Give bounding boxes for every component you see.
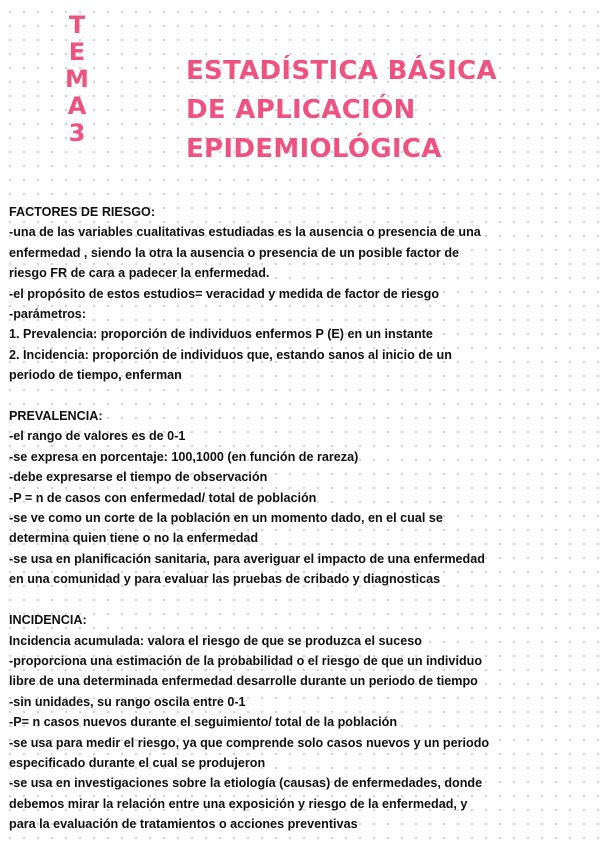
note-line: -se usa para medir el riesgo, ya que comprende solo casos nuevos y un periodo (9, 735, 490, 750)
title-line: ESTADÍSTICA BÁSICA (186, 56, 497, 86)
note-section (9, 406, 594, 590)
section-heading: PREVALENCIA: (9, 409, 103, 424)
note-line: riesgo FR de cara a padecer la enfermedad. (9, 266, 270, 281)
note-line: especificado durante el cual se produjeron (9, 755, 266, 770)
side-label-letter: M (65, 65, 89, 93)
side-label-letter: A (67, 92, 87, 120)
notes-body (9, 202, 594, 835)
note-line: -proporciona una estimación de la probabilidad o el riesgo de que un individuo (9, 653, 483, 668)
note-line: enfermedad , siendo la otra la ausencia o presencia de un posible factor de (9, 245, 460, 260)
note-line: Incidencia acumulada: valora el riesgo de que se produzca el suceso (9, 633, 422, 648)
note-section (9, 202, 594, 386)
note-line: -el propósito de estos estudios= veracidad y medida de factor de riesgo (9, 286, 440, 301)
side-label-letter: E (68, 38, 86, 66)
note-line: libre de una determinada enfermedad desarrolle durante un periodo de tiempo (9, 674, 478, 689)
note-line: -se usa en planificación sanitaria, para averiguar el impacto de una enfermedad (9, 551, 485, 566)
note-line: 2. Incidencia: proporción de individuos que, estando sanos al inicio de un (9, 347, 452, 362)
note-line: -parámetros: (9, 307, 86, 322)
note-line: periodo de tiempo, enferman (9, 368, 182, 383)
note-line: -una de las variables cualitativas estudiadas es la ausencia o presencia de una (9, 225, 481, 240)
side-label-letter: T (68, 11, 86, 39)
note-section (9, 610, 594, 834)
page-title (186, 52, 497, 169)
title-line: DE APLICACIÓN (186, 95, 416, 125)
side-label-letter: 3 (68, 119, 86, 147)
side-label-tema (62, 12, 92, 147)
note-line: para la evaluación de tratamientos o acciones preventivas (9, 817, 358, 832)
note-line: -P = n de casos con enfermedad/ total de población (9, 490, 317, 505)
note-line: -debe expresarse el tiempo de observación (9, 470, 268, 485)
note-line: -se ve como un corte de la población en un momento dado, en el cual se (9, 511, 443, 526)
note-line: -el rango de valores es de 0-1 (9, 429, 186, 444)
note-line: -P= n casos nuevos durante el seguimiento/ total de la población (9, 715, 398, 730)
note-line: 1. Prevalencia: proporción de individuos enfermos P (E) en un instante (9, 327, 433, 342)
note-line: -se expresa en porcentaje: 100,1000 (en función de rareza) (9, 449, 359, 464)
section-heading: FACTORES DE RIESGO: (9, 205, 156, 219)
note-line: determina quien tiene o no la enfermedad (9, 531, 259, 546)
note-line: -se usa en investigaciones sobre la etiología (causas) de enfermedades, donde (9, 776, 483, 791)
note-line: en una comunidad y para evaluar las pruebas de cribado y diagnosticas (9, 572, 441, 587)
note-line: -sin unidades, su rango oscila entre 0-1 (9, 694, 246, 709)
section-heading: INCIDENCIA: (9, 613, 87, 628)
note-line: debemos mirar la relación entre una exposición y riesgo de la enfermedad, y (9, 796, 468, 811)
title-line: EPIDEMIOLÓGICA (186, 134, 442, 164)
